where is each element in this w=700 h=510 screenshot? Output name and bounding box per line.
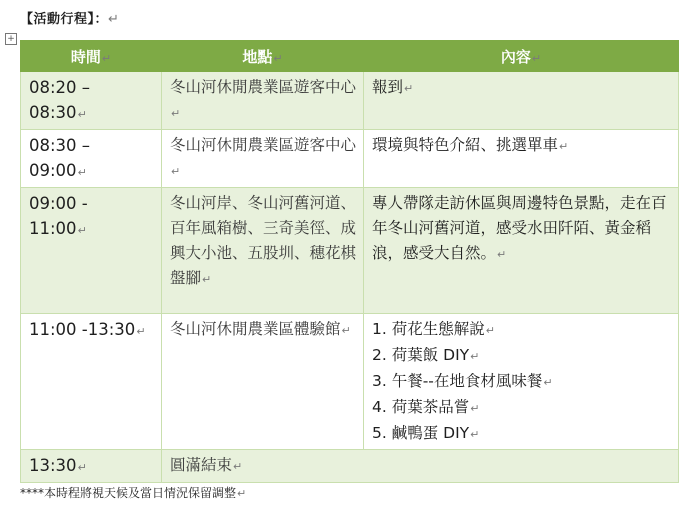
paragraph-mark: ↵ (108, 12, 120, 27)
header-place: 地點↵ (162, 41, 364, 72)
place-cell: 冬山河岸、冬山河舊河道、百年風箱樹、三奇美徑、成興大小池、五股圳、穗花棋盤腳↵ (162, 188, 364, 314)
table-move-handle-icon[interactable]: + (5, 33, 17, 45)
time-cell: 11:00 -13:30↵ (21, 314, 162, 450)
table-row (21, 130, 679, 188)
time-cell: 08:30 – 09:00↵ (21, 130, 162, 188)
place-cell: 冬山河休閒農業區體驗館↵ (162, 314, 364, 450)
content-cell (364, 314, 679, 450)
section-heading (20, 8, 119, 27)
schedule-table (20, 40, 679, 483)
list-item: 2. 荷葉飯 DIY↵ (372, 346, 480, 364)
table-row (21, 314, 679, 450)
place-cell: 圓滿結束↵ (162, 450, 679, 483)
table-row (21, 188, 679, 314)
content-cell: 報到↵ (364, 72, 679, 130)
place-cell: 冬山河休閒農業區遊客中心↵ (162, 130, 364, 188)
time-cell: 09:00 - 11:00↵ (21, 188, 162, 314)
list-item: 1. 荷花生態解說↵ (372, 320, 495, 338)
activity-list (372, 317, 672, 447)
content-cell: 環境與特色介紹、挑選單車↵ (364, 130, 679, 188)
list-item: 4. 荷葉茶品嘗↵ (372, 398, 480, 416)
time-cell: 08:20 – 08:30↵ (21, 72, 162, 130)
header-content: 內容↵ (364, 41, 679, 72)
table-row (21, 450, 679, 483)
content-cell: 專人帶隊走訪休區與周邊特色景點，走在百年冬山河舊河道，感受水田阡陌、黃金稻浪，感受大自然。↵ (364, 188, 679, 314)
place-cell: 冬山河休閒農業區遊客中心↵ (162, 72, 364, 130)
list-item: 5. 鹹鴨蛋 DIY↵ (372, 424, 480, 442)
header-time: 時間↵ (21, 41, 162, 72)
list-item: 3. 午餐--在地食材風味餐↵ (372, 372, 553, 390)
time-cell: 13:30↵ (21, 450, 162, 483)
section-title: 【活動行程】： (20, 12, 109, 27)
schedule-note: ****本時程將視天候及當日情況保留調整↵ (20, 486, 247, 500)
table-header-row (21, 41, 679, 72)
table-row (21, 72, 679, 130)
